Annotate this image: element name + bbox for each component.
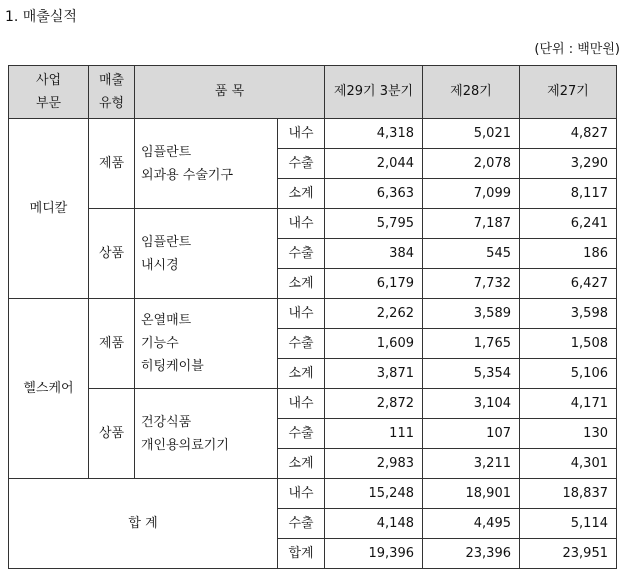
- value-cell: 1,609: [325, 329, 423, 359]
- value-cell: 23,396: [423, 539, 520, 569]
- total-label: 합 계: [9, 479, 278, 569]
- header-row: [9, 66, 617, 119]
- value-cell: 3,871: [325, 359, 423, 389]
- sales-type: 제품: [89, 119, 135, 209]
- value-cell: 4,495: [423, 509, 520, 539]
- table-row: [9, 119, 617, 149]
- row-label: 소계: [278, 269, 325, 299]
- value-cell: 3,290: [520, 149, 617, 179]
- table-row: [9, 209, 617, 239]
- header-business: 사업 부문: [9, 66, 89, 119]
- sales-table: [8, 65, 617, 569]
- value-cell: 2,078: [423, 149, 520, 179]
- header-sales-type: 매출 유형: [89, 66, 135, 119]
- value-cell: 4,148: [325, 509, 423, 539]
- value-cell: 2,262: [325, 299, 423, 329]
- total-row: [9, 479, 617, 509]
- value-cell: 7,732: [423, 269, 520, 299]
- value-cell: 107: [423, 419, 520, 449]
- section-title: 1. 매출실적: [5, 9, 77, 25]
- value-cell: 384: [325, 239, 423, 269]
- header-period-3: 제27기: [520, 66, 617, 119]
- product-items: 임플란트 내시경: [135, 209, 278, 299]
- value-cell: 19,396: [325, 539, 423, 569]
- value-cell: 6,179: [325, 269, 423, 299]
- row-label: 수출: [278, 239, 325, 269]
- row-label: 내수: [278, 389, 325, 419]
- row-label: 수출: [278, 149, 325, 179]
- header-period-1: 제29기 3분기: [325, 66, 423, 119]
- row-label: 수출: [278, 329, 325, 359]
- value-cell: 18,837: [520, 479, 617, 509]
- header-product: 품 목: [135, 66, 325, 119]
- row-label: 내수: [278, 119, 325, 149]
- sales-type: 제품: [89, 299, 135, 389]
- value-cell: 4,827: [520, 119, 617, 149]
- value-cell: 5,021: [423, 119, 520, 149]
- value-cell: 4,318: [325, 119, 423, 149]
- row-label: 소계: [278, 179, 325, 209]
- value-cell: 130: [520, 419, 617, 449]
- table-row: [9, 389, 617, 419]
- segment-name: 메디칼: [9, 119, 89, 299]
- value-cell: 545: [423, 239, 520, 269]
- value-cell: 6,363: [325, 179, 423, 209]
- value-cell: 3,589: [423, 299, 520, 329]
- value-cell: 2,872: [325, 389, 423, 419]
- value-cell: 6,241: [520, 209, 617, 239]
- unit-note: (단위 : 백만원): [534, 42, 620, 57]
- sales-type: 상품: [89, 209, 135, 299]
- table-row: [9, 299, 617, 329]
- value-cell: 3,598: [520, 299, 617, 329]
- value-cell: 7,187: [423, 209, 520, 239]
- value-cell: 111: [325, 419, 423, 449]
- value-cell: 8,117: [520, 179, 617, 209]
- value-cell: 4,301: [520, 449, 617, 479]
- value-cell: 4,171: [520, 389, 617, 419]
- value-cell: 15,248: [325, 479, 423, 509]
- value-cell: 3,104: [423, 389, 520, 419]
- sales-type: 상품: [89, 389, 135, 479]
- value-cell: 186: [520, 239, 617, 269]
- table-body: [9, 119, 617, 569]
- value-cell: 2,983: [325, 449, 423, 479]
- product-items: 건강식품 개인용의료기기: [135, 389, 278, 479]
- row-label: 합계: [278, 539, 325, 569]
- value-cell: 1,765: [423, 329, 520, 359]
- row-label: 수출: [278, 419, 325, 449]
- row-label: 내수: [278, 209, 325, 239]
- row-label: 내수: [278, 299, 325, 329]
- value-cell: 6,427: [520, 269, 617, 299]
- value-cell: 18,901: [423, 479, 520, 509]
- row-label: 수출: [278, 509, 325, 539]
- value-cell: 5,114: [520, 509, 617, 539]
- value-cell: 5,106: [520, 359, 617, 389]
- header-period-2: 제28기: [423, 66, 520, 119]
- value-cell: 3,211: [423, 449, 520, 479]
- row-label: 내수: [278, 479, 325, 509]
- value-cell: 7,099: [423, 179, 520, 209]
- value-cell: 1,508: [520, 329, 617, 359]
- row-label: 소계: [278, 359, 325, 389]
- product-items: 임플란트 외과용 수술기구: [135, 119, 278, 209]
- segment-name: 헬스케어: [9, 299, 89, 479]
- row-label: 소계: [278, 449, 325, 479]
- value-cell: 2,044: [325, 149, 423, 179]
- value-cell: 5,795: [325, 209, 423, 239]
- product-items: 온열매트 기능수 히팅케이블: [135, 299, 278, 389]
- value-cell: 23,951: [520, 539, 617, 569]
- value-cell: 5,354: [423, 359, 520, 389]
